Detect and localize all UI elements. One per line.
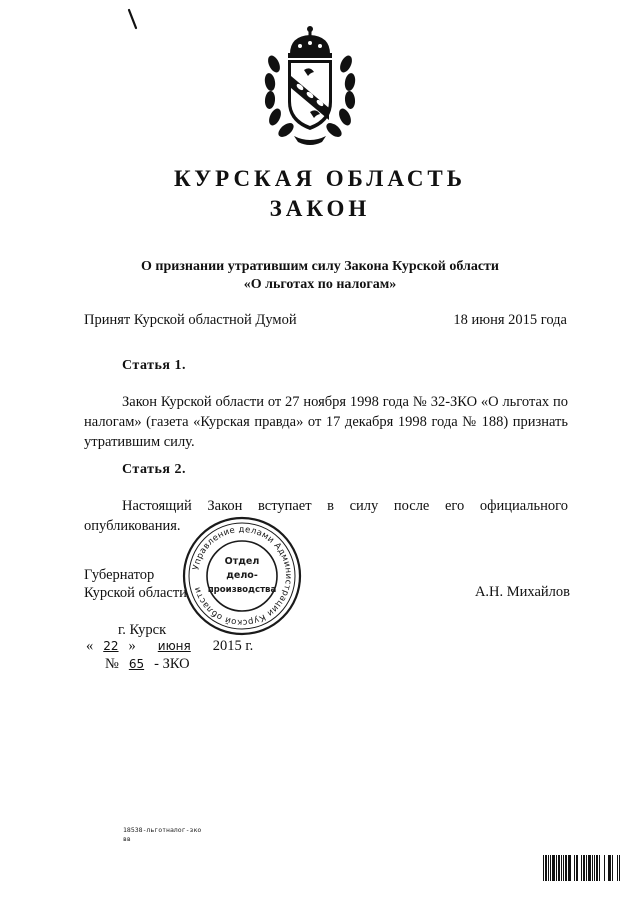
barcode-bar	[565, 855, 567, 881]
barcode-bar	[543, 855, 544, 881]
article-1-heading: Статья 1.	[122, 358, 186, 373]
signing-month: июня	[157, 639, 191, 653]
barcode-bar	[561, 855, 562, 881]
barcode-bar	[545, 855, 547, 881]
stamp-center-line-1: Отдел	[224, 556, 260, 567]
barcode	[543, 855, 627, 881]
barcode-bar	[550, 855, 551, 881]
law-subject-title	[0, 258, 640, 294]
signing-year: 2015 г.	[212, 638, 254, 654]
barcode-bar	[563, 855, 564, 881]
barcode-bar	[576, 855, 578, 881]
document-type-title: ЗАКОН	[269, 196, 371, 221]
law-number-line	[105, 656, 190, 673]
law-number-suffix: - ЗКО	[154, 656, 190, 672]
barcode-bar	[558, 855, 560, 881]
law-subject-line-1: О признании утратившим силу Закона Курской области	[141, 259, 499, 274]
barcode-bar	[608, 855, 611, 881]
barcode-bar	[574, 855, 575, 881]
barcode-bar	[619, 855, 620, 881]
law-number: 65	[128, 657, 145, 671]
barcode-bar	[581, 855, 582, 881]
article-1-text: Закон Курской области от 27 ноября 1998 года № 32-ЗКО «О льготах по налогам» (газета «Курская правда» от 17 декабря 1998 года № 188) признать утратившим силу.	[84, 394, 568, 450]
signatory-title-line-1: Губернатор	[84, 567, 155, 583]
barcode-bar	[586, 855, 587, 881]
date-open-quote: «	[86, 638, 94, 654]
barcode-bar	[552, 855, 555, 881]
barcode-bar	[599, 855, 600, 881]
law-subject-line-2: «О льготах по налогам»	[243, 277, 397, 292]
signatory-title	[84, 566, 187, 602]
article-2-text: Настоящий Закон вступает в силу после его официального опубликования.	[84, 498, 568, 534]
number-sign: №	[105, 656, 119, 672]
adoption-date: 18 июня 2015 года	[453, 312, 567, 328]
file-code-line-1: 18538-льготналог-зко	[123, 826, 202, 834]
file-code-line-2: вв	[123, 835, 131, 843]
signatory-name: А.Н. Михайлов	[474, 584, 570, 600]
article-2-heading: Статья 2.	[122, 462, 186, 477]
stamp-center-line-3: производства	[207, 585, 277, 595]
barcode-bar	[583, 855, 585, 881]
pen-mark	[127, 8, 139, 32]
city-name: г. Курск	[118, 622, 167, 638]
barcode-bar	[604, 855, 605, 881]
barcode-bar	[568, 855, 571, 881]
barcode-bar	[588, 855, 591, 881]
barcode-bar	[556, 855, 557, 881]
file-code	[123, 826, 201, 844]
signing-date-line	[86, 638, 253, 655]
signing-day: 22	[103, 639, 119, 653]
office-stamp	[178, 512, 306, 640]
barcode-bar	[548, 855, 549, 881]
barcode-bar	[592, 855, 593, 881]
coat-of-arms-emblem	[260, 24, 360, 146]
region-title: КУРСКАЯ ОБЛАСТЬ	[174, 166, 466, 191]
signatory-title-line-2: Курской области	[84, 585, 187, 601]
barcode-bar	[596, 855, 598, 881]
stamp-ring-text: Управление делами Администрации Курской области	[191, 524, 294, 628]
stamp-center-line-2: дело-	[226, 570, 258, 581]
barcode-bar	[612, 855, 613, 881]
barcode-bar	[594, 855, 595, 881]
adopted-by-text: Принят Курской областной Думой	[84, 312, 297, 328]
barcode-bar	[617, 855, 618, 881]
date-close-quote: »	[128, 638, 136, 654]
